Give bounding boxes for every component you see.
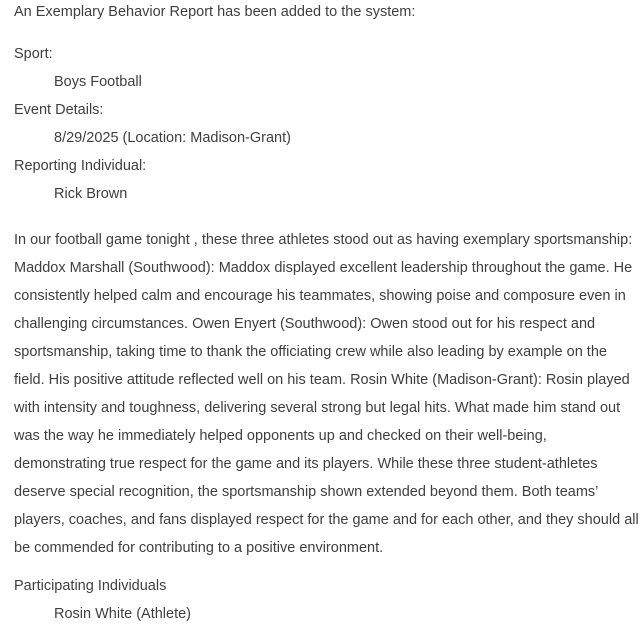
participant-item: Rosin White (Athlete) [54, 606, 191, 622]
intro-text: An Exemplary Behavior Report has been added to the system: [14, 4, 416, 20]
event-details-value: 8/29/2025 (Location: Madison-Grant) [54, 130, 291, 146]
event-details-label: Event Details: [14, 102, 104, 118]
reporting-individual-value: Rick Brown [54, 186, 128, 202]
reporting-individual-label: Reporting Individual: [14, 158, 147, 174]
report-description: In our football game tonight , these three athletes stood out as having exemplary sportsmanship: Maddox Marshall (Southwood): Maddox displayed excellent leadership throughout the game. He consistently helped calm and encourage his teammates, showing poise and composure even in challenging circumstances. Owen Enyert (Southwood): Owen stood out for his respect and sportsmanship, taking time to thank the officiating crew while also leading by example on the field. His positive attitude reflected well on his team. Rosin White (Madison-Grant): Rosin played with intensity and toughness, delivering several strong but legal hits. What made him stand out was the way he immediately helped opponents up and checked on their well-being, demonstrating true respect for the game and its players. While these three student-athletes deserve special recognition, the sportsmanship shown extended beyond them. Both teams’ players, coaches, and fans displayed respect for the game and for each other, and they should all be commended for contributing to a positive environment. [14, 232, 639, 556]
sport-label: Sport: [14, 46, 53, 62]
sport-value: Boys Football [54, 74, 142, 90]
participating-individuals-label: Participating Individuals [14, 578, 167, 594]
